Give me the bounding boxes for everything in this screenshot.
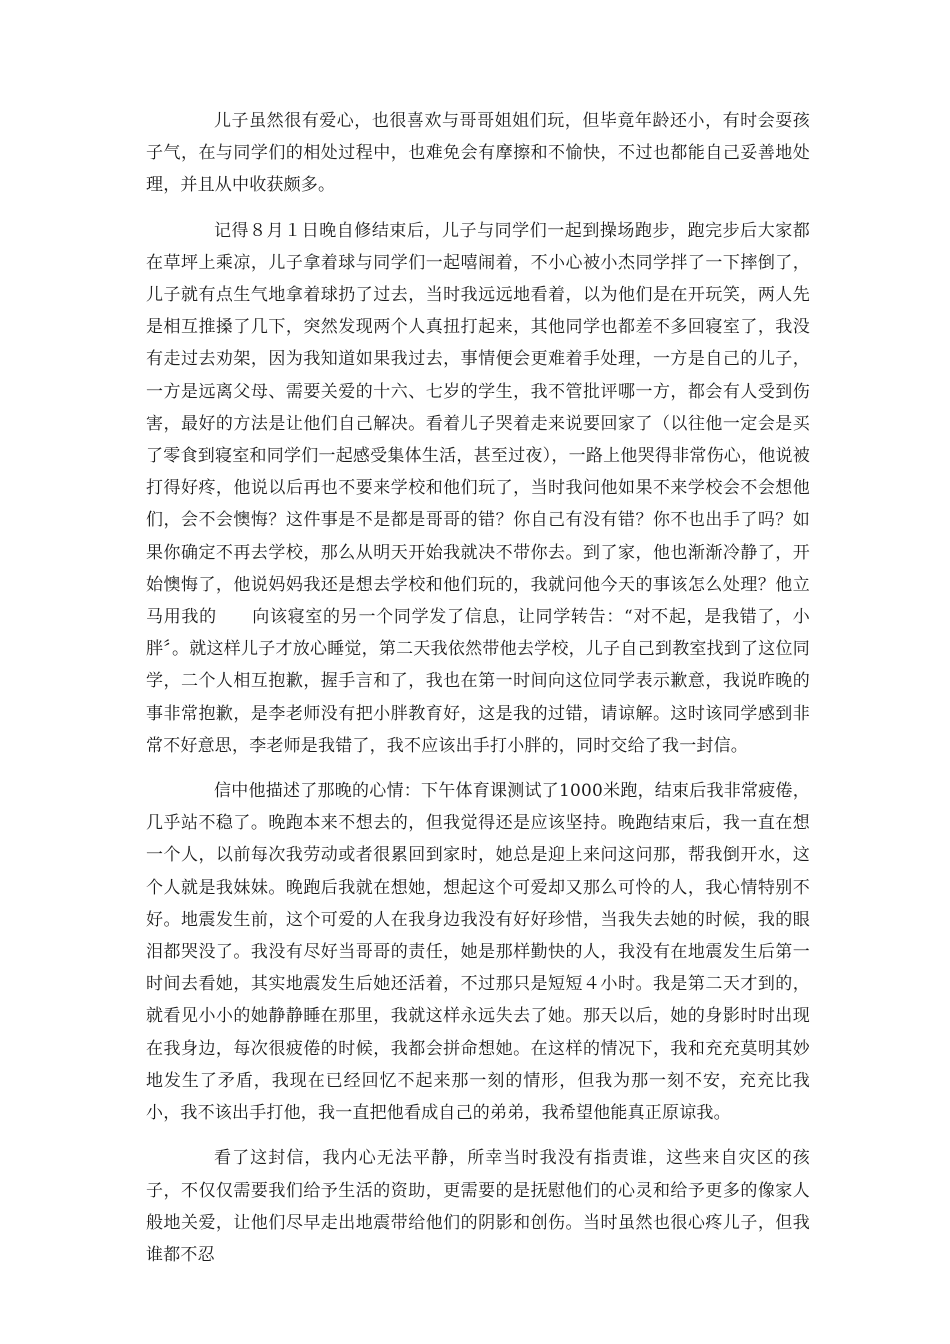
paragraph-1: 儿子虽然很有爱心，也很喜欢与哥哥姐姐们玩，但毕竟年龄还小，有时会耍孩子气，在与同学们的相处过程中，也难免会有摩擦和不愉快，不过也都能自己妥善地处理，并且从中收获颇多。	[146, 111, 810, 196]
document-body	[146, 105, 810, 1284]
paragraph-3: 信中他描述了那晚的心情：下午体育课测试了1000米跑，结束后我非常疲倦，几乎站不稳了。晚跑本来不想去的，但我觉得还是应该坚持。晚跑结束后，我一直在想一个人，以前每次我劳动或者很累回到家时，她总是迎上来问这问那，帮我倒开水，这个人就是我妹妹。晚跑后我就在想她，想起这个可爱却又那么可怜的人，我心情特别不好。地震发生前，这个可爱的人在我身边我没有好好珍惜，当我失去她的时候，我的眼泪都哭没了。我没有尽好当哥哥的责任，她是那样勤快的人，我没有在地震发生后第一时间去看她，其实地震发生后她还活着，不过那只是短短４小时。我是第二天才到的，就看见小小的她静静睡在那里，我就这样永远失去了她。那天以后，她的身影时时出现在我身边，每次很疲倦的时候，我都会拼命想她。在这样的情况下，我和充充莫明其妙地发生了矛盾，我现在已经回忆不起来那一刻的情形，但我为那一刻不安，充充比我小，我不该出手打他，我一直把他看成自己的弟弟，我希望他能真正原谅我。	[146, 781, 810, 1124]
paragraph-4: 看了这封信，我内心无法平静，所幸当时我没有指责谁，这些来自灾区的孩子，不仅仅需要我们给予生活的资助，更需要的是抚慰他们的心灵和给予更多的像家人般地关爱，让他们尽早走出地震带给他们的阴影和创伤。当时虽然也很心疼儿子，但我谁都不忍	[146, 1148, 810, 1265]
paragraph-2: 记得８月１日晚自修结束后，儿子与同学们一起到操场跑步，跑完步后大家都在草坪上乘凉，儿子拿着球与同学们一起嘻闹着，不小心被小杰同学拌了一下摔倒了，儿子就有点生气地拿着球扔了过去，当时我远远地看着，以为他们是在开玩笑，两人先是相互推搡了几下，突然发现两个人真扭打起来，其他同学也都差不多回寝室了，我没有走过去劝架，因为我知道如果我过去，事情便会更难着手处理，一方是自己的儿子，一方是远离父母、需要关爱的十六、七岁的学生，我不管批评哪一方，都会有人受到伤害，最好的方法是让他们自己解决。看着儿子哭着走来说要回家了（以往他一定会是买了零食到寝室和同学们一起感受集体生活，甚至过夜），一路上他哭得非常伤心，他说被打得好疼，他说以后再也不要来学校和他们玩了，当时我问他如果不来学校会不会想他们，会不会懊悔？这件事是不是都是哥哥的错？你自己有没有错？你不也出手了吗？如果你确定不再去学校，那么从明天开始我就决不带你去。到了家，他也渐渐冷静了，开始懊悔了，他说妈妈我还是想去学校和他们玩的，我就问他今天的事该怎么处理？他立马用我的 向该寝室的另一个同学发了信息，让同学转告：“对不起，是我错了，小胖〞。就这样儿子才放心睡觉，第二天我依然带他去学校，儿子自己到教室找到了这位同学，二个人相互抱歉，握手言和了，我也在第一时间向这位同学表示歉意，我说昨晚的事非常抱歉，是李老师没有把小胖教育好，这是我的过错，请谅解。这时该同学感到非常不好意思，李老师是我错了，我不应该出手打小胖的，同时交给了我一封信。	[146, 220, 810, 756]
